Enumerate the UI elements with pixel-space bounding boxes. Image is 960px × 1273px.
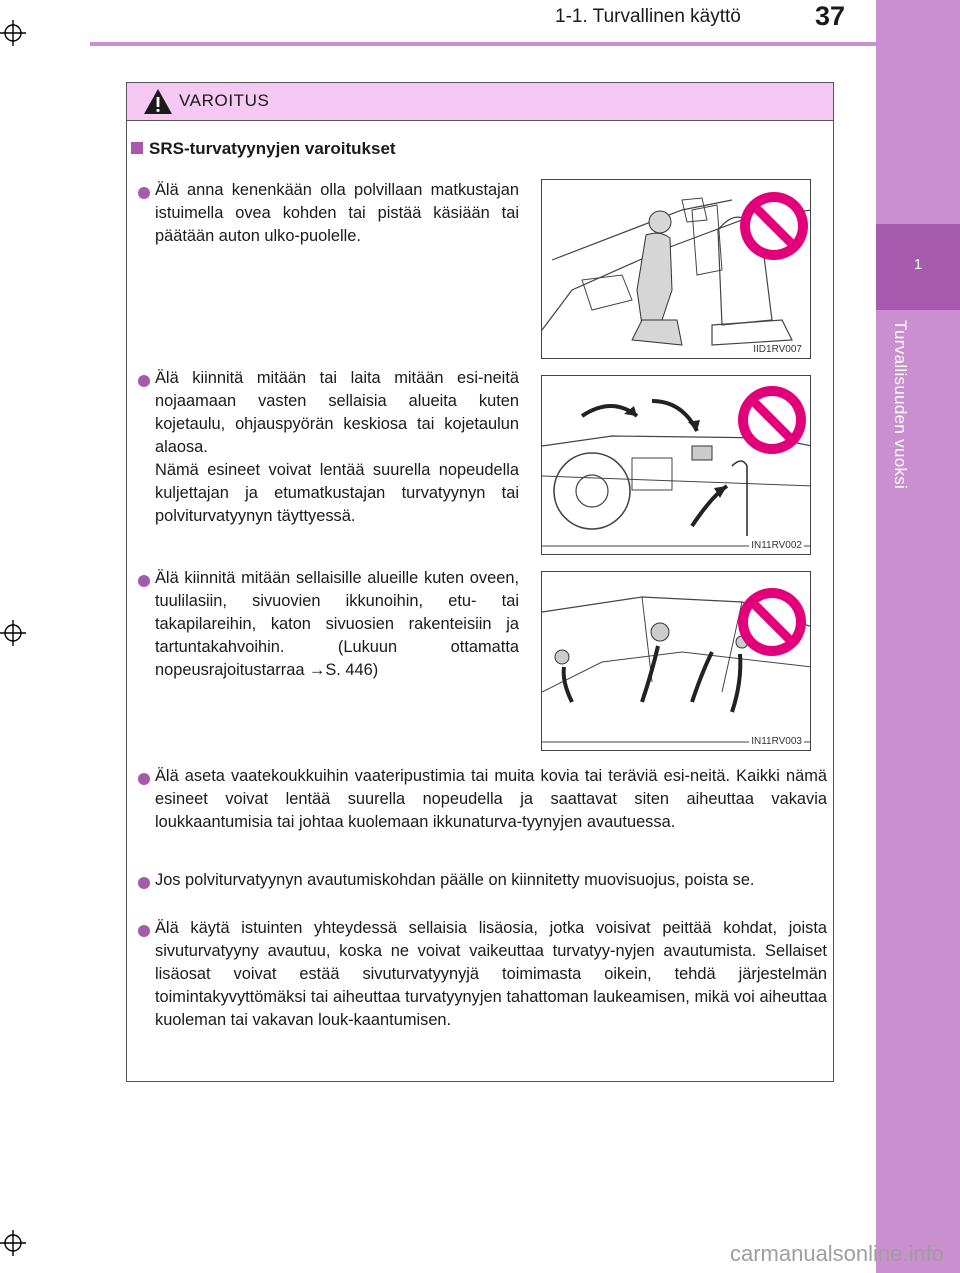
bullet-icon	[138, 773, 150, 785]
section-heading-text: SRS-turvatyynyjen varoitukset	[149, 139, 396, 158]
section-square-icon	[131, 142, 143, 154]
figure-code: IN11RV002	[751, 540, 802, 551]
registration-mark-bottom-left	[0, 1230, 26, 1256]
warning-item-2: Älä kiinnitä mitään tai laita mitään esi-neitä nojaamaan vasten sellaisia alueita kuten kojetaulu, ohjauspyörän keskiosa tai kojetaulun alaosa. Nämä esineet voivat lentää suurella nopeudella kuljettajan ja etumatkustajan turvatyynyn tai polviturvatyynyn täyttyessä.	[155, 369, 519, 525]
figure-kneeling-passenger	[541, 179, 811, 359]
warning-triangle-icon	[143, 88, 173, 115]
registration-mark-top-left	[0, 20, 26, 46]
warning-header	[127, 83, 833, 121]
bullet-icon	[138, 925, 150, 937]
chapter-tab-strip	[876, 0, 960, 1273]
warning-box	[126, 82, 834, 1082]
figure-cabin-objects	[541, 571, 811, 751]
kneeling-passenger-illustration	[542, 180, 811, 359]
warning-item-5: Jos polviturvatyynyn avautumiskohdan päälle on kiinnitetty muovisuojus, poista se.	[155, 871, 755, 889]
warning-item-6: Älä käytä istuinten yhteydessä sellaisia lisäosia, jotka voisivat peittää kohdat, joista sivuturvatyyny avautuu, koska ne voivat vaikeuttaa turvatyy-nyjen avautumista. Sellaiset lisäosat voivat estää sivuturvatyynyjä toimimasta oikein, tehdä järjestelmän toimintakyvyttömäksi tai aiheuttaa turvatyynyjen tahattoman laukeamisen, mikä voi aiheuttaa kuoleman tai vakavan louk-kaantumisen.	[155, 919, 827, 1029]
section-heading	[131, 139, 396, 159]
bullet-icon	[138, 575, 150, 587]
warning-item-3: Älä kiinnitä mitään sellaisille alueille kuten oveen, tuulilasiin, sivuovien ikkunoihin, etu- tai takapilareihin, katon sivuosien rakenteisiin ja tartuntakahvoihin. (Lukuun ottamatta nopeusrajoitustarraa →S. 446)	[155, 569, 519, 679]
dashboard-objects-illustration	[542, 376, 811, 555]
registration-mark-mid-left	[0, 620, 26, 646]
watermark: carmanualsonline.info	[729, 1241, 944, 1266]
figure-code: IN11RV003	[751, 736, 802, 747]
header-section-title: 1-1. Turvallinen käyttö	[555, 6, 741, 27]
page-number: 37	[815, 1, 846, 31]
header-divider	[90, 42, 876, 46]
figure-dashboard-objects	[541, 375, 811, 555]
warning-item-1: Älä anna kenenkään olla polvillaan matkustajan istuimella ovea kohden tai pistää käsiään tai päätään auton ulko-puolelle.	[155, 181, 519, 245]
figure-code: IID1RV007	[753, 344, 802, 355]
warning-title: VAROITUS	[179, 91, 270, 110]
chapter-title: Turvallisuuden vuoksi	[891, 320, 910, 490]
bullet-icon	[138, 187, 150, 199]
cabin-objects-illustration	[542, 572, 811, 751]
bullet-icon	[138, 375, 150, 387]
bullet-icon	[138, 877, 150, 889]
warning-item-4: Älä aseta vaatekoukkuihin vaateripustimia tai muita kovia tai teräviä esi-neitä. Kaikki nämä esineet voivat lentää suurella nopeudella ja saattavat siten aiheuttaa vakavia loukkaantumisia tai johtaa kuolemaan ikkunaturva-tyynyjen avautuessa.	[155, 767, 827, 831]
chapter-number: 1	[913, 256, 923, 273]
